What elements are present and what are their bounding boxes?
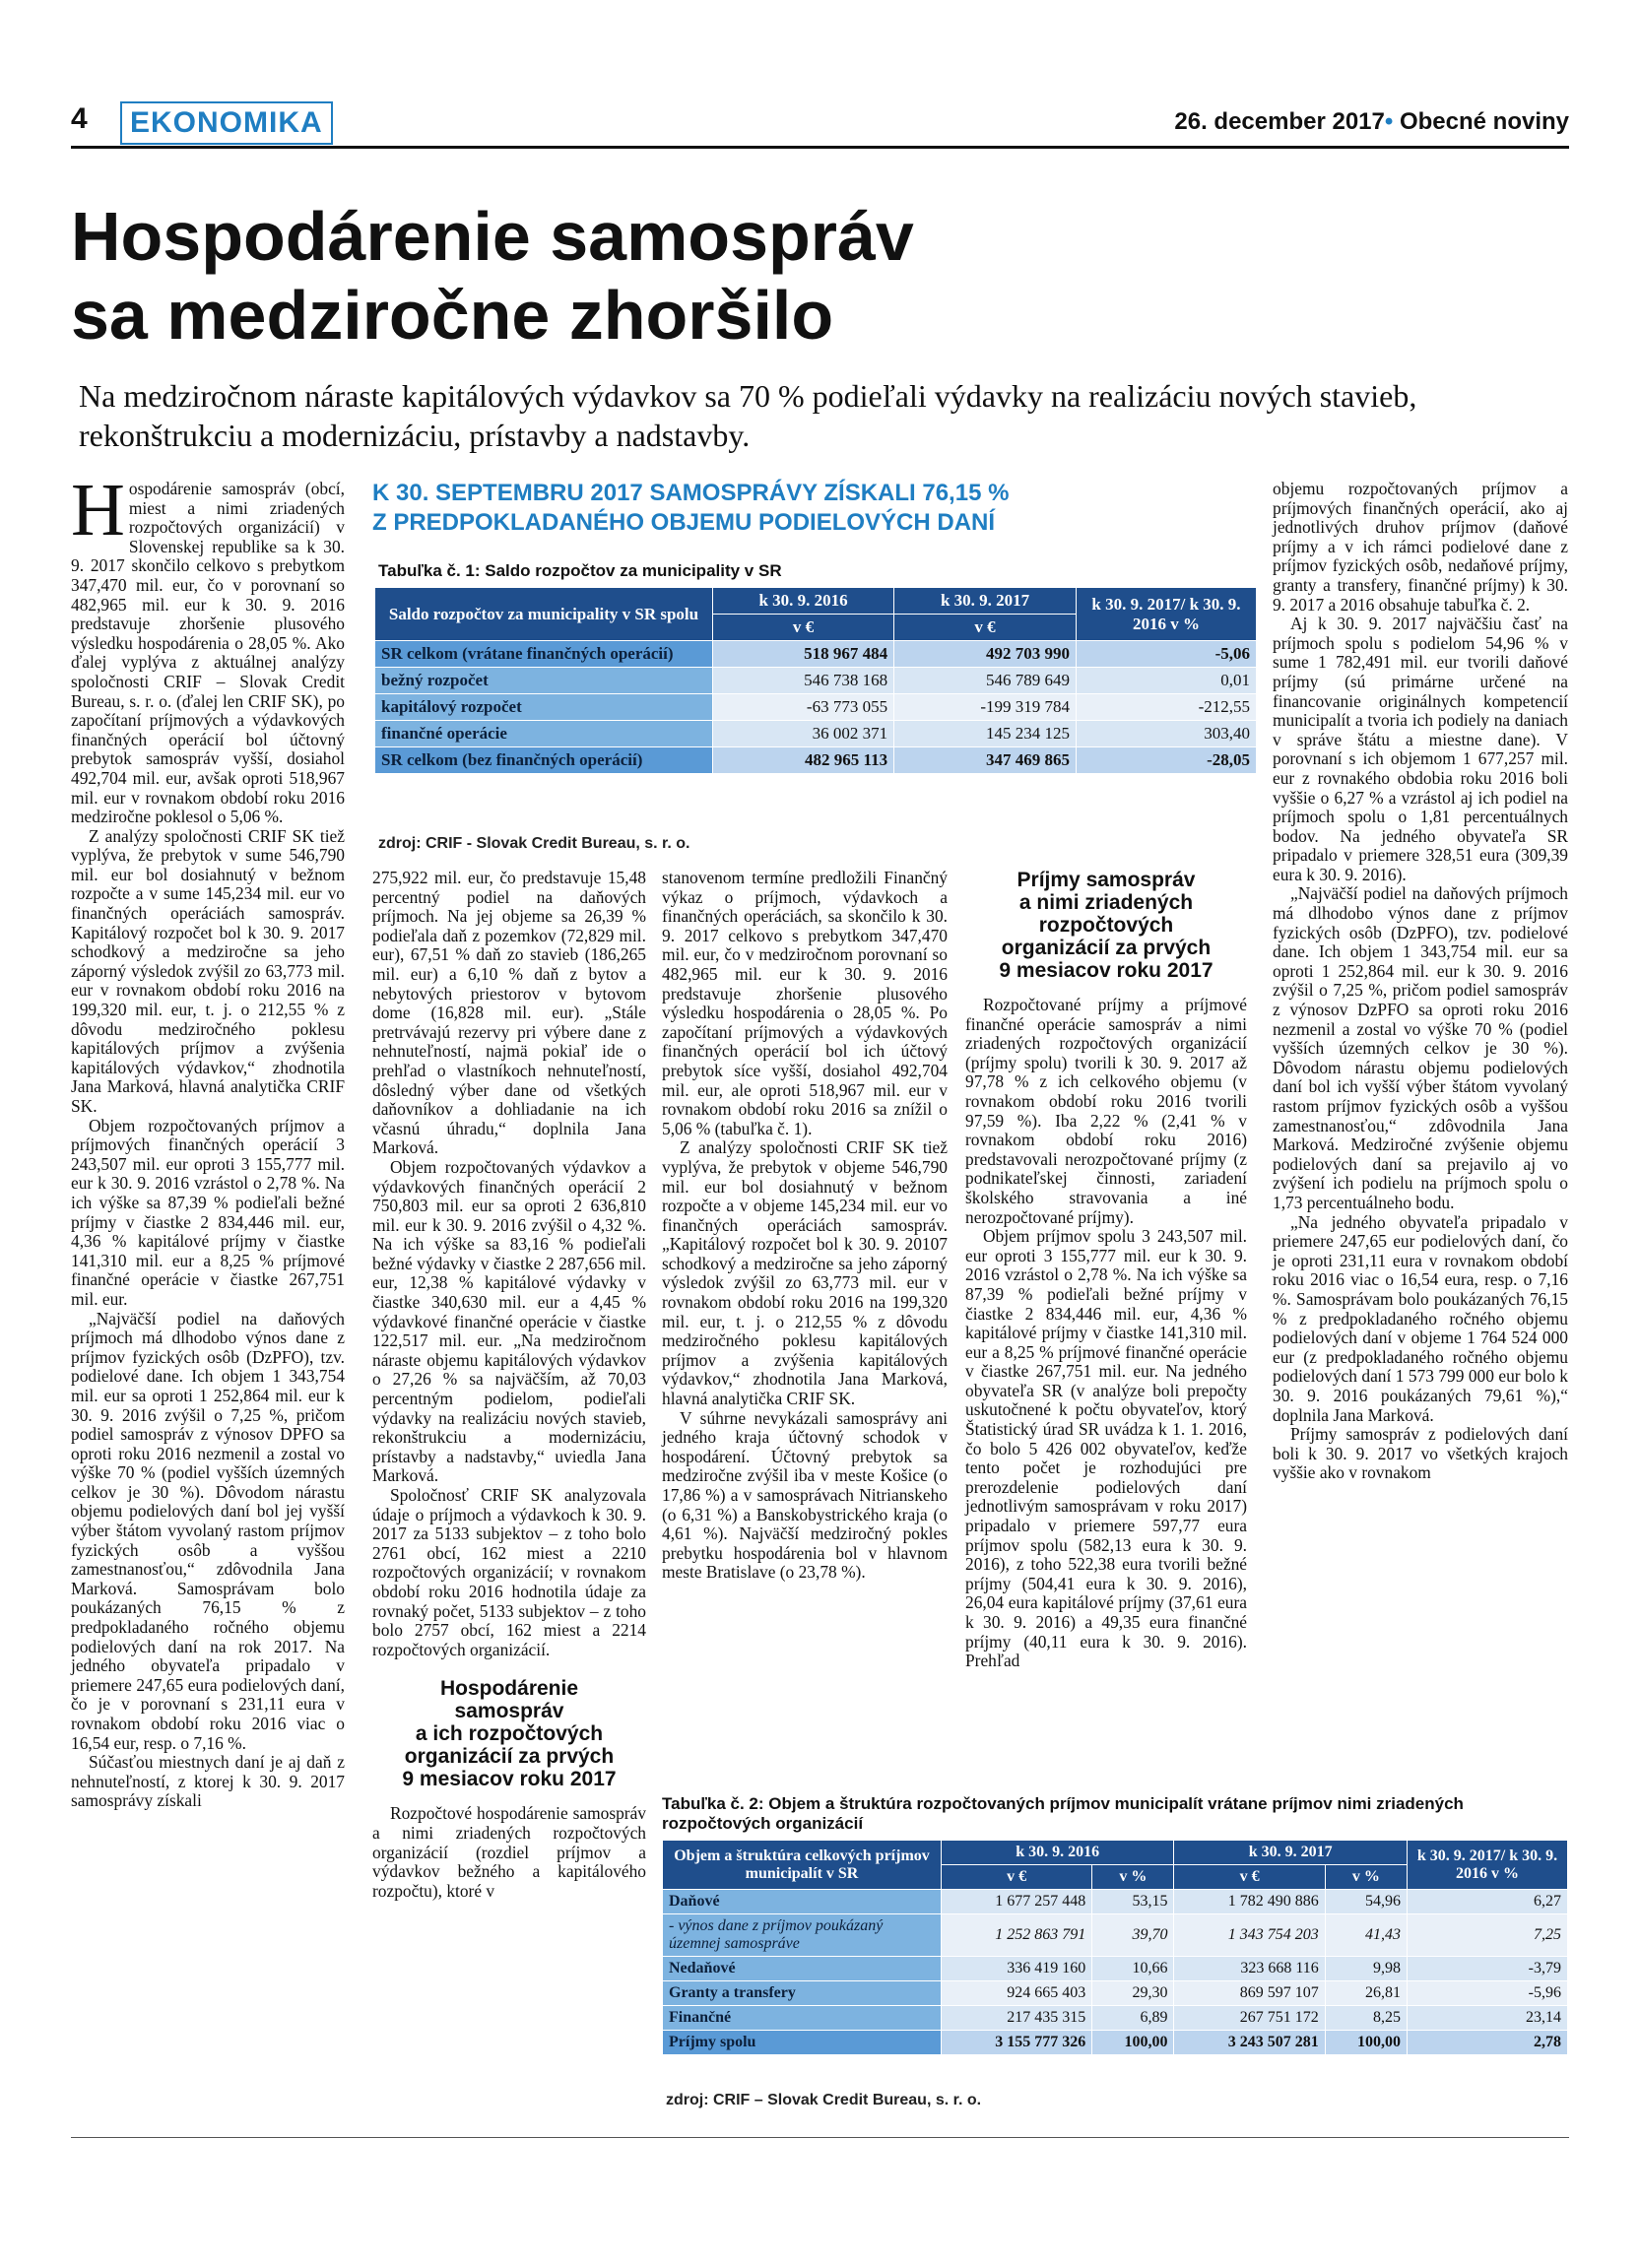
table-row — [663, 1981, 1568, 2006]
headline — [71, 197, 1569, 355]
value-pct-2017: 41,43 — [1325, 1914, 1407, 1957]
col3-paragraph-3: V súhrne nevykázali samosprávy ani jedného kraja účtovný schodok v hospodárení. Účtovný prebytok sa medziročne zvýšil iba v meste Košice (o 17,86 %) a v samosprávach Nitrianskeho (o 6,31 %) a Banskobystrického kraja (o 4,61 %). Najväčší medziročný pokles prebytku hospodárenia bol v hlavnom meste Bratislave (o 23,78 %). — [662, 1407, 948, 1583]
col2-subheading — [372, 1677, 646, 1790]
value-eur-2017: 1 343 754 203 — [1174, 1914, 1325, 1957]
value-pct-2016: 29,30 — [1092, 1981, 1174, 2006]
row-label: Finančné — [663, 2006, 942, 2031]
row-label: - výnos dane z príjmov poukázaný územnej samospráve — [663, 1914, 942, 1957]
value-2017: 347 469 865 — [894, 747, 1077, 774]
section-label: EKONOMIKA — [120, 101, 333, 145]
value-ratio: 303,40 — [1077, 721, 1257, 747]
value-pct-2017: 8,25 — [1325, 2006, 1407, 2031]
table-row — [663, 1890, 1568, 1914]
table2-header-row — [663, 1841, 1568, 1865]
table2-header-ratio: k 30. 9. 2017/ k 30. 9. 2016 v % — [1408, 1841, 1568, 1890]
col2-paragraph-1: 275,922 mil. eur, čo predstavuje 15,48 percentný podiel na daňových príjmoch. Na jej objeme sa 26,39 % podieľala daň z pozemkov (72,829 mil. eur), 67,51 % daň zo stavieb (186,265 mil. eur) a 6,10 % daň z bytov a nebytových priestorov v bytovom dome (16,828 mil. eur). „Stále pretrvávajú rezervy pri výbere dane z nehnuteľností, najmä pokiaľ ide o prehľad o vlastníkoch nehnuteľností, dôsledný výber dane od všetkých daňovníkov a dohliadanie na ich včasnú úhradu,“ doplnila Jana Marková. — [372, 868, 646, 1158]
col5-paragraph-5: Príjmy samospráv z podielových daní boli k 30. 9. 2017 vo všetkých krajoch vyššie ako v rovnakom — [1273, 1424, 1568, 1483]
value-pct-2017: 100,00 — [1325, 2031, 1407, 2055]
value-eur-2016: 1 252 863 791 — [942, 1914, 1092, 1957]
col1-paragraph-1 — [71, 469, 345, 827]
value-2017: 546 789 649 — [894, 668, 1077, 694]
table1-source: zdroj: CRIF - Slovak Credit Bureau, s. r. o. — [378, 835, 690, 852]
table-row — [663, 2006, 1568, 2031]
page-number: 4 — [71, 102, 88, 135]
table1-header-ratio: k 30. 9. 2017/ k 30. 9. 2016 v % — [1077, 588, 1257, 641]
value-ratio: 7,25 — [1408, 1914, 1568, 1957]
table2-unit: v % — [1325, 1865, 1407, 1890]
value-pct-2017: 9,98 — [1325, 1957, 1407, 1981]
table2-source: zdroj: CRIF – Slovak Credit Bureau, s. r. o. — [666, 2092, 982, 2108]
headline-line-1: Hospodárenie samospráv — [71, 198, 914, 275]
value-eur-2017: 323 668 116 — [1174, 1957, 1325, 1981]
value-ratio: -28,05 — [1077, 747, 1257, 774]
column-2 — [372, 869, 646, 1901]
col3-paragraph-1: stanovenom termíne predložili Finančný výkaz o príjmoch, výdavkoch a finančných operáciách, sa skončilo k 30. 9. 2017 celkovo s prebytkom 347,470 mil. eur, čo v medziročnom porovnaní so 482,965 mil. eur k 30. 9. 2016 predstavuje zhoršenie plusového výsledku hospodárenia o 28,05 %. Po započítaní príjmových a výdavkových finančných operácií bol ich účtový prebytok síce vyšší, dosiahol 492,704 mil. eur, ale oproti 518,967 mil. eur v rovnakom období roku 2016 sa znížil o 5,06 % (tabuľka č. 1). — [662, 868, 948, 1138]
value-ratio: 23,14 — [1408, 2006, 1568, 2031]
value-2016: 546 738 168 — [713, 668, 894, 694]
col1-paragraph-4: „Najväčší podiel na daňových príjmoch má dlhodobo výnos dane z príjmov fyzických osôb (DzPFO), tzv. podielové dane. Ich objem 1 343,754 mil. eur sa oproti 1 252,864 mil. eur k 30. 9. 2016 zvýšil o 7,25 %, pričom podiel samospráv z výnosov DPFO sa oproti roku 2016 nezmenil a zostal vo výške 70 % (podiel vyšších územných celkov je 30 %). Dôvodom nárastu objemu podielových daní bol jej vyšší výber štátom vyvolaný rastom príjmov fyzických osôb a vyššou zamestnanosťou,“ zdôvodnila Jana Marková. Samosprávam bolo poukázaných 76,15 % z predpokladaného ročného objemu podielových daní na rok 2017. Na jedného obyvateľa pripadalo v priemere 247,65 eura podielových daní, čo je v porovnaní s 231,11 eura v rovnakom období roku 2016 viac o 16,54 eur, resp. o 7,16 %. — [71, 1308, 345, 1753]
table-row — [663, 1914, 1568, 1957]
row-label: Príjmy spolu — [663, 2031, 942, 2055]
value-eur-2016: 924 665 403 — [942, 1981, 1092, 2006]
value-eur-2016: 1 677 257 448 — [942, 1890, 1092, 1914]
column-4 — [965, 869, 1247, 1671]
col4-paragraph-1: Rozpočtované príjmy a príjmové finančné operácie samospráv a nimi zriadených rozpočtových organizácií (príjmy spolu) tvorili k 30. 9. 2017 až 97,78 % z ich celkového objemu (v rovnakom období roku 2016 tvorili 97,59 %). Iba 2,22 % (2,41 % v rovnakom období roku 2016) predstavovali nerozpočtované príjmy (z podnikateľskej činnosti, zariadení školského stravovania a iné nerozpočtované príjmy). — [965, 995, 1247, 1227]
value-2016: -63 773 055 — [713, 694, 894, 721]
value-ratio: -5,06 — [1077, 641, 1257, 668]
value-ratio: 2,78 — [1408, 2031, 1568, 2055]
table2-caption-line-2: rozpočtových organizácií — [662, 1814, 864, 1833]
col3-paragraph-2: Z analýzy spoločnosti CRIF SK tiež vyplýva, že prebytok v objeme 546,790 mil. eur bol dosiahnutý v bežnom rozpočte a v objeme 145,234 mil. eur vo finančných operáciách samospráv. „Kapitálový rozpočet bol k 30. 9. 20107 schodkový a medziročne sa jeho záporný výsledok zvýšil zo 63,773 mil. eur v rovnakom období roku 2016 na 199,320 mil. eur, t. j. o 212,55 % z dôvodu medziročného poklesu kapitálových príjmov a zvýšenia kapitálových výdavkov,“ zhodnotila Jana Marková, hlavná analytička CRIF SK. — [662, 1137, 948, 1409]
subhead-line: a ich rozpočtových — [415, 1722, 604, 1746]
table1-caption: Tabuľka č. 1: Saldo rozpočtov za municipality v SR — [378, 561, 782, 580]
col5-paragraph-1: objemu rozpočtovaných príjmov a príjmových finančných operácií, ako aj jednotlivých druhov príjmov (daňové príjmy a v ich rámci podielové dane z príjmov fyzických osôb, nedaňové príjmy, granty a transfery, finančné príjmy) k 30. 9. 2017 a 2016 obsahuje tabuľka č. 2. — [1273, 479, 1568, 615]
table1-header-2017: k 30. 9. 2017 — [894, 588, 1077, 615]
value-pct-2017: 26,81 — [1325, 1981, 1407, 2006]
subhead-line: a nimi zriadených — [1018, 891, 1194, 914]
col1-paragraph-2: Z analýzy spoločnosti CRIF SK tiež vyplýva, že prebytok v sume 546,790 mil. eur bol dosiahnutý v bežnom rozpočte a v sume 145,234 mil. eur vo finančných operáciách samospráv. Kapitálový rozpočet bol k 30. 9. 2017 schodkový a medziročne sa jeho záporný výsledok zvýšil zo 63,773 mil. eur v rovnakom období roku 2016 na 199,320 mil. eur, t. j. o 212,55 % z dôvodu medziročného poklesu kapitálových príjmov a zvýšenia kapitálových výdavkov,“ zhodnotila Jana Marková, hlavná analytička CRIF SK. — [71, 825, 345, 1116]
col1-p1-text: ospodárenie samospráv (obcí, miest a nimi zriadených rozpočtových organizácií) v Slovenskej republike sa k 30. 9. 2017 skončilo celkovo s prebytkom 347,470 mil. eur, čo v porovnaní so 482,965 mil. eur k 30. 9. 2016 predstavuje zhoršenie plusového výsledku hospodárenia o 28,05 %. Ako ďalej vyplýva z aktuálnej analýzy spoločnosti CRIF – Slovak Credit Bureau, s. r. o. (ďalej len CRIF SK), po započítaní príjmových a výdavkových finančných operácií bol účtovný prebytok samospráv vyšší, dosiahol 492,704 mil. eur, avšak oproti 518,967 mil. eur v rovnakom období roku 2016 medziročne poklesol o 5,06 %. — [71, 479, 345, 827]
table-row — [375, 641, 1257, 668]
row-label: kapitálový rozpočet — [375, 694, 713, 721]
value-ratio: 0,01 — [1077, 668, 1257, 694]
blue-heading-line-2: Z PREDPOKLADANÉHO OBJEMU PODIELOVÝCH DANÍ — [372, 509, 996, 536]
value-ratio: -5,96 — [1408, 1981, 1568, 2006]
table-row — [375, 721, 1257, 747]
value-eur-2016: 336 419 160 — [942, 1957, 1092, 1981]
lead-paragraph: Na medziročnom náraste kapitálových výdavkov sa 70 % podieľali výdavky na realizáciu nových stavieb, rekonštrukciu a modernizáciu, prístavby a nadstavby. — [79, 378, 1417, 453]
table-row — [663, 2031, 1568, 2055]
table1-unit-2017: v € — [894, 615, 1077, 641]
table2-header-2017: k 30. 9. 2017 — [1174, 1841, 1408, 1865]
subhead-line: rozpočtových — [1038, 914, 1174, 937]
table-row — [663, 1957, 1568, 1981]
value-pct-2016: 100,00 — [1092, 2031, 1174, 2055]
value-ratio: -212,55 — [1077, 694, 1257, 721]
value-2016: 482 965 113 — [713, 747, 894, 774]
value-eur-2017: 869 597 107 — [1174, 1981, 1325, 2006]
row-label: Granty a transfery — [663, 1981, 942, 2006]
table1-header-2016: k 30. 9. 2016 — [713, 588, 894, 615]
col2-paragraph-4: Rozpočtové hospodárenie samospráv a nimi zriadených rozpočtových organizácií (rozdiel príjmov a výdavkov bežného a kapitálového rozpočtu), ktoré v — [372, 1803, 646, 1901]
table2-header-label: Objem a štruktúra celkových príjmov municipalít v SR — [663, 1841, 942, 1890]
row-label: Daňové — [663, 1890, 942, 1914]
header-rule — [71, 146, 1569, 149]
blue-heading-line-1: K 30. SEPTEMBRU 2017 SAMOSPRÁVY ZÍSKALI 76,15 % — [372, 480, 1010, 506]
column-5 — [1273, 480, 1568, 1483]
subhead-line: 9 mesiacov roku 2017 — [999, 959, 1214, 982]
row-label: SR celkom (vrátane finančných operácií) — [375, 641, 713, 668]
table-row — [375, 668, 1257, 694]
subhead-line: Príjmy samospráv — [1017, 869, 1196, 891]
value-eur-2016: 3 155 777 326 — [942, 2031, 1092, 2055]
col2-paragraph-3: Spoločnosť CRIF SK analyzovala údaje o príjmoch a výdavkoch k 30. 9. 2017 za 5133 subjektov – z toho bolo 2761 obcí, 162 miest a 2210 rozpočtových organizácií; v rovnakom období roku 2016 hodnotila údaje za rovnaký počet, 5133 subjektov – z toho bolo 2757 obcí, 162 miest a 2214 rozpočtových organizácií. — [372, 1485, 646, 1659]
table1-header-label: Saldo rozpočtov za municipality v SR spolu — [375, 588, 713, 641]
table2-caption-line-1: Tabuľka č. 2: Objem a štruktúra rozpočtovaných príjmov municipalít vrátane príjmov nimi zriadených — [662, 1794, 1464, 1813]
table2-caption — [662, 1794, 1568, 1834]
value-pct-2016: 10,66 — [1092, 1957, 1174, 1981]
value-ratio: -3,79 — [1408, 1957, 1568, 1981]
value-2017: 492 703 990 — [894, 641, 1077, 668]
table2-unit: v € — [942, 1865, 1092, 1890]
subhead-line: organizácií za prvých — [1001, 937, 1212, 959]
table1 — [374, 587, 1257, 774]
footer-rule — [71, 2137, 1569, 2138]
table2-unit: v % — [1092, 1865, 1174, 1890]
blue-section-heading — [372, 479, 1121, 538]
value-eur-2017: 1 782 490 886 — [1174, 1890, 1325, 1914]
col4-paragraph-2: Objem príjmov spolu 3 243,507 mil. eur oproti 3 155,777 mil. eur k 30. 9. 2016 vzrástol o 2,78 %. Na ich výške sa 87,39 % podieľali bežné príjmy v čiastke 2 834,446 mil. eur, 4,36 % kapitálové príjmy v čiastke 141,310 mil. eur a 8,25 % príjmové finančné operácie v čiastke 267,751 mil. eur. Na jedného obyvateľa SR (v analýze boli prepočty uskutočnené k počtu obyvateľov, ktorý Štatistický úrad SR uvádza k 1. 1. 2016, čo bolo 5 426 002 obyvateľov, keďže tento počet je rozhodujúci pre prerozdelenie podielových daní jednotlivým samosprávam v roku 2017) pripadalo v priemere 597,77 eura príjmov spolu (582,13 eura k 30. 9. 2016), z toho 522,38 eura tvorili bežné príjmy (504,41 eura k 30. 9. 2016), 26,04 eura kapitálové príjmy (37,61 eura k 30. 9. 2016) a 49,35 eura finančné príjmy (40,11 eura k 30. 9. 2016). Prehľad — [965, 1226, 1247, 1671]
row-label: finančné operácie — [375, 721, 713, 747]
table-row — [375, 747, 1257, 774]
drop-cap: H — [71, 469, 125, 551]
value-eur-2017: 3 243 507 281 — [1174, 2031, 1325, 2055]
subhead-line: organizácií za prvých — [404, 1745, 615, 1769]
value-2016: 518 967 484 — [713, 641, 894, 668]
value-pct-2017: 54,96 — [1325, 1890, 1407, 1914]
value-ratio: 6,27 — [1408, 1890, 1568, 1914]
col1-paragraph-3: Objem rozpočtovaných príjmov a príjmových finančných operácií 3 243,507 mil. eur oproti 3 155,777 mil. eur k 30. 9. 2016 vzrástol o 2,78 %. Na ich výške sa 87,39 % podieľali bežné príjmy v čiastke 2 834,446 mil. eur, 4,36 % kapitálové príjmy v čiastke 141,310 mil. eur a 8,25 % príjmové finančné operácie v čiastke 267,751 mil. eur. — [71, 1115, 345, 1309]
table-row — [375, 694, 1257, 721]
col1-paragraph-5: Súčasťou miestnych daní je aj daň z nehnuteľností, z ktorej k 30. 9. 2017 samosprávy získali — [71, 1752, 345, 1811]
subhead-line: 9 mesiacov roku 2017 — [402, 1768, 617, 1791]
value-eur-2017: 267 751 172 — [1174, 2006, 1325, 2031]
subhead-line: Hospodárenie — [439, 1677, 579, 1701]
value-pct-2016: 53,15 — [1092, 1890, 1174, 1914]
value-eur-2016: 217 435 315 — [942, 2006, 1092, 2031]
col2-paragraph-2: Objem rozpočtovaných výdavkov a výdavkových finančných operácií 2 750,803 mil. eur sa oproti 2 636,810 mil. eur k 30. 9. 2016 zvýšil o 4,32 %. Na ich výške sa 83,16 % podieľali bežné výdavky v čiastke 2 287,656 mil. eur, 12,38 % kapitálové výdavky v čiastke 340,630 mil. eur a 4,45 % výdavkové finančné operácie v čiastke 122,517 mil. eur. „Na medziročnom náraste objemu kapitálových výdavkov o 27,26 % sa najväčším, až 70,03 percentným podielom, podieľali výdavky na realizáciu nových stavieb, rekonštrukciu a modernizáciu, prístavby a nadstavby,“ uviedla Jana Marková. — [372, 1156, 646, 1486]
value-pct-2016: 6,89 — [1092, 2006, 1174, 2031]
separator-dot: • — [1384, 108, 1394, 135]
table2 — [662, 1840, 1568, 2055]
table2-unit: v € — [1174, 1865, 1325, 1890]
paper-name: Obecné noviny — [1399, 108, 1569, 135]
table1-header-row — [375, 588, 1257, 615]
table2-header-2016: k 30. 9. 2016 — [942, 1841, 1174, 1865]
dateline — [1174, 108, 1569, 136]
issue-date: 26. december 2017 — [1174, 108, 1385, 135]
col5-paragraph-4: „Na jedného obyvateľa pripadalo v priemere 247,65 eur podielových daní, čo je oproti 231,11 eura v rovnakom období roku 2016 viac o 16,54 eura, resp. o 7,16 %. Samosprávam bolo poukázaných 76,15 % z predpokladaného ročného objemu podielových daní v objeme 1 764 524 000 eur (z predpokladaného ročného objemu podielových daní 1 573 799 000 eur bolo k 30. 9. 2016 poukázaných 79,61 %),“ doplnila Jana Marková. — [1273, 1211, 1568, 1425]
column-1 — [71, 469, 345, 1811]
col4-subheading — [965, 869, 1247, 982]
subhead-line: samospráv — [454, 1700, 564, 1723]
row-label: bežný rozpočet — [375, 668, 713, 694]
row-label: Nedaňové — [663, 1957, 942, 1981]
value-2016: 36 002 371 — [713, 721, 894, 747]
col5-paragraph-2: Aj k 30. 9. 2017 najväčšiu časť na príjmoch spolu s podielom 54,96 % v sume 1 782,491 mil. eur tvorili daňové príjmy (sú primárne určené na financovanie originálnych kompetencií municipalít a tvoria ich podiely na daniach v správe štátu a miestne dane). V porovnaní s ich objemom 1 677,257 mil. eur z rovnakého obdobia roku 2016 boli vyššie o 6,27 % a vzrástol aj ich podiel na príjmoch spolu o 1,81 percentuálnych bodov. Na jedného obyvateľa SR pripadalo v priemere 328,51 eura (309,39 eura k 30. 9. 2016). — [1273, 614, 1568, 884]
headline-line-2: sa medziročne zhoršilo — [71, 277, 834, 354]
value-2017: -199 319 784 — [894, 694, 1077, 721]
col5-paragraph-3: „Najväčší podiel na daňových príjmoch má dlhodobo výnos dane z príjmov fyzických osôb (DzPFO), tzv. podielové dane. Ich objem 1 343,754 mil. eur sa oproti 1 252,864 mil. eur k 30. 9. 2016 zvýšil o 7,25 %, pričom podiel samospráv z výnosov DzPFO sa oproti roku 2016 nezmenil a zostal vo výške 70 % (podiel vyšších územných celkov je 30 %). Dôvodom nárastu objemu podielových daní bol ich vyšší výber štátom vyvolaný rastom príjmov fyzických osôb a vyššou zamestnanosťou,“ zdôvodnila Jana Marková. Medziročné zvýšenie objemu podielových daní sa prejavilo aj vo zvýšení ich podielu na príjmoch spolu o 1,73 percentuálneho bodu. — [1273, 883, 1568, 1212]
value-2017: 145 234 125 — [894, 721, 1077, 747]
value-pct-2016: 39,70 — [1092, 1914, 1174, 1957]
row-label: SR celkom (bez finančných operácií) — [375, 747, 713, 774]
table1-unit-2016: v € — [713, 615, 894, 641]
column-3 — [662, 869, 948, 1583]
